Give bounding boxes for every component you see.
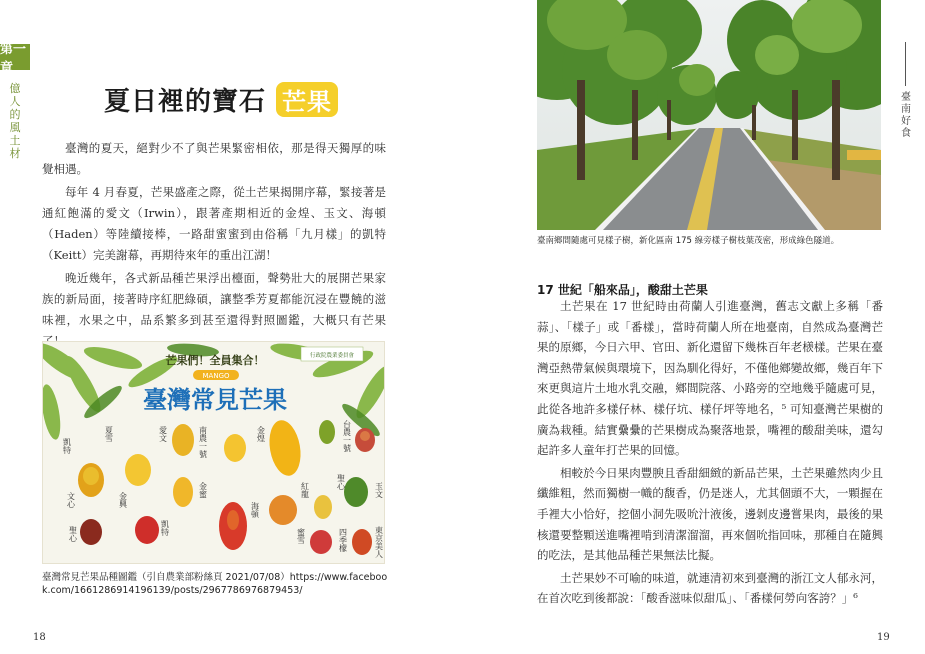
- poster-label: 四季檬: [338, 528, 348, 552]
- poster-label: 文心: [66, 492, 76, 508]
- poster-label: 南農一號: [198, 426, 208, 458]
- poster-label: 凱特: [62, 438, 72, 454]
- right-paragraph-1: 土芒果在 17 世紀時由荷蘭人引進臺灣，舊志文獻上多稱「番蒜」、「樣子」或「番樣」，當時荷蘭人所在地臺南，自然成為臺灣芒果的原鄉，今日六甲、官田、新化還留下幾株百年老檨樣。芒果在臺灣亞熱帶氣候與環境下，因為馴化得好，不僅他鄉變故鄉，幾百年下來更與這片土地水乳交融，鄉間院落、小路旁的空地幾乎隨處可見，此從各地許多樣仔林、樣仔坑、樣仔坪等地名，⁵ 可知臺灣芒果樹的廣為栽種。結實纍纍的芒果樹成為聚落地景，嘴裡的酸甜美味，還勾起許多人童年打芒果的回憶。: [537, 299, 883, 458]
- road-photo-illustration: [537, 0, 881, 230]
- photo-caption: 臺南鄉間隨處可見樣子樹，新化區南 175 線旁樣子樹枝葉茂密，形成綠色隧道。: [537, 236, 840, 246]
- left-paragraph-3: 晚近幾年，各式新品種芒果浮出檯面，聲勢壯大的展開芒果家族的新局面，接著時序紅肥綠碩，讓整季芳夏都能沉浸在豐饒的滋味裡，水果之中，品系繁多到甚至還得對照圖鑑，大概只有芒果: [42, 271, 386, 327]
- page-title: [104, 82, 338, 116]
- poster-label: 紅龍: [300, 482, 310, 498]
- poster-label: 聖心: [68, 526, 78, 542]
- left-paragraph-2: 每年 4 月春夏，芒果盛產之際，從土芒果揭開序幕，緊接著是通紅飽滿的愛文（Irwin），跟著產期相近的金煌、玉文、海頓（Haden）等陸續接棒，一路甜蜜蜜到由俗稱「九月樣」的凱特（Keitt）完美謝幕，再期待來年的重出江湖！: [42, 185, 386, 262]
- poster-caption: 臺灣常見芒果品種圖鑑（引自農業部粉絲頁 2021/07/08）https://www.facebook.com/1661286914196139/posts/2967786976879453/: [42, 572, 388, 596]
- right-paragraph-3: 土芒果妙不可喻的味道，就連清初來到臺灣的浙江文人郁永河，在首次吃到後都說：「酸香滋味似甜瓜」、「番樣何勞向客誇？」⁶: [537, 570, 883, 606]
- side-section-label: 臺南好食: [901, 92, 911, 139]
- page-number-right: 19: [877, 632, 890, 643]
- section-heading: 17 世紀「船來品」，酸甜土芒果: [537, 283, 708, 297]
- poster-label: 金蜜: [198, 482, 208, 498]
- poster-logo-text: 行政院農業委員會: [309, 353, 355, 359]
- poster-label: 蜜雪: [296, 528, 306, 544]
- poster-label: 金興: [118, 492, 128, 508]
- right-body-text: [537, 296, 883, 611]
- poster-label: 夏雪: [104, 426, 114, 442]
- page-number-left: 18: [33, 632, 46, 643]
- poster-label: 聖心: [336, 474, 346, 490]
- title-main: 夏日裡的寶石: [104, 86, 267, 117]
- side-divider: [905, 42, 906, 86]
- poster-headline: 臺灣常見芒果: [143, 386, 287, 414]
- mango-tree-road-photo: [537, 0, 881, 230]
- chapter-subtitle: 億人的風土材: [9, 82, 21, 160]
- title-highlight: 芒果: [276, 82, 338, 117]
- poster-label: 海頓: [250, 502, 260, 518]
- right-paragraph-2: 相較於今日果肉豐腴且香甜細緻的新品芒果，土芒果雖然肉少且纖維粗，然而獨樹一幟的馥香，仍是迷人，尤其個頭不大，一顆握在手裡大小恰好，挖個小洞先吸吮汁液後，邊剝皮邊嘗果肉，最後的果核還要整顆送進嘴裡啃到清潔溜溜，再來個吮指回味，那種自在隨興的吃法，是其他品種芒果無法比擬。: [537, 465, 883, 563]
- poster-label: 凱特: [160, 520, 170, 536]
- poster-label: 金煌: [256, 426, 266, 442]
- poster-mango-word: MANGO: [202, 372, 230, 380]
- poster-banner: 芒果們！全員集合！: [165, 354, 265, 367]
- poster-label: 玉文: [374, 482, 384, 498]
- left-paragraph-1: 臺灣的夏天，絕對少不了與芒果緊密相依，那是得天獨厚的味覺相遇。: [42, 141, 386, 176]
- poster-label: 台農一號: [342, 420, 352, 452]
- chapter-tab: 第一章: [0, 44, 30, 70]
- mango-poster-illustration: [43, 342, 385, 564]
- poster-label: 東京美人: [374, 526, 384, 558]
- poster-label: 愛文: [158, 426, 168, 442]
- left-body-text: [42, 138, 386, 354]
- mango-poster-image: [42, 341, 385, 564]
